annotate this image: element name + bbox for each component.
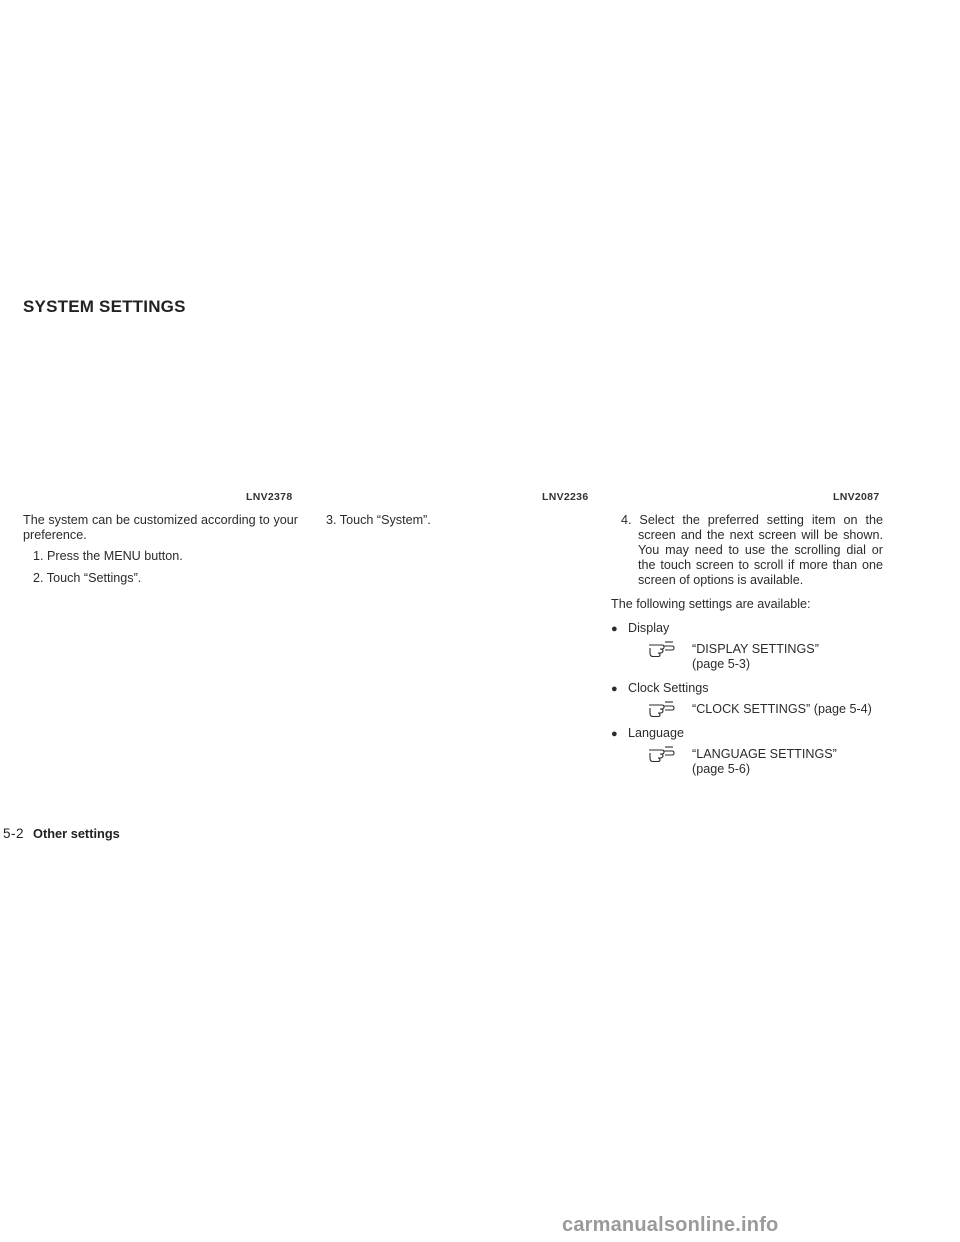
step-2: 2. Touch “Settings”. (33, 571, 142, 585)
cross-reference-display (611, 642, 883, 672)
page-footer (3, 826, 120, 841)
cross-reference-text: “CLOCK SETTINGS” (page 5-4) (692, 702, 872, 716)
cross-reference-text (692, 747, 837, 777)
bullet-icon: ● (611, 683, 618, 695)
step-4: 4. Select the preferred setting item on the screen and the next screen will be shown. You may need to use the scrolling dial or the touch screen to scroll if more than one screen of options is available. (621, 513, 883, 587)
section-title: SYSTEM SETTINGS (23, 297, 186, 316)
page-number: 5-2 (3, 826, 25, 841)
cross-reference-title: “DISPLAY SETTINGS” (692, 642, 819, 656)
pointing-hand-icon (648, 701, 692, 717)
settings-item-label: Language (628, 726, 685, 740)
step-1: 1. Press the MENU button. (33, 549, 183, 563)
watermark: carmanualsonline.info (562, 1214, 779, 1236)
figure-label-2: LNV2236 (542, 491, 589, 503)
column-3 (611, 513, 883, 777)
figure-label-1: LNV2378 (246, 491, 293, 503)
intro-paragraph: The system can be customized according to your preference. (23, 513, 298, 542)
pointing-hand-icon (648, 641, 692, 657)
cross-reference-page: (page 5-3) (692, 657, 751, 671)
step-3: 3. Touch “System”. (326, 513, 431, 527)
column-2 (326, 513, 596, 528)
cross-reference-title: “LANGUAGE SETTINGS” (692, 747, 837, 761)
bullet-icon: ● (611, 623, 618, 635)
bullet-icon: ● (611, 728, 618, 740)
settings-item-label: Display (628, 621, 670, 635)
settings-item-display (611, 621, 883, 637)
cross-reference-page: (page 5-6) (692, 762, 751, 776)
column-1 (23, 513, 298, 586)
cross-reference-language (611, 747, 883, 777)
available-settings-intro: The following settings are available: (611, 597, 811, 611)
pointing-hand-icon (648, 746, 692, 762)
chapter-title: Other settings (33, 826, 120, 841)
cross-reference-text (692, 642, 819, 672)
figure-label-3: LNV2087 (833, 491, 880, 503)
settings-item-clock (611, 681, 883, 697)
settings-item-language (611, 726, 883, 742)
cross-reference-clock (611, 702, 883, 717)
settings-item-label: Clock Settings (628, 681, 709, 695)
